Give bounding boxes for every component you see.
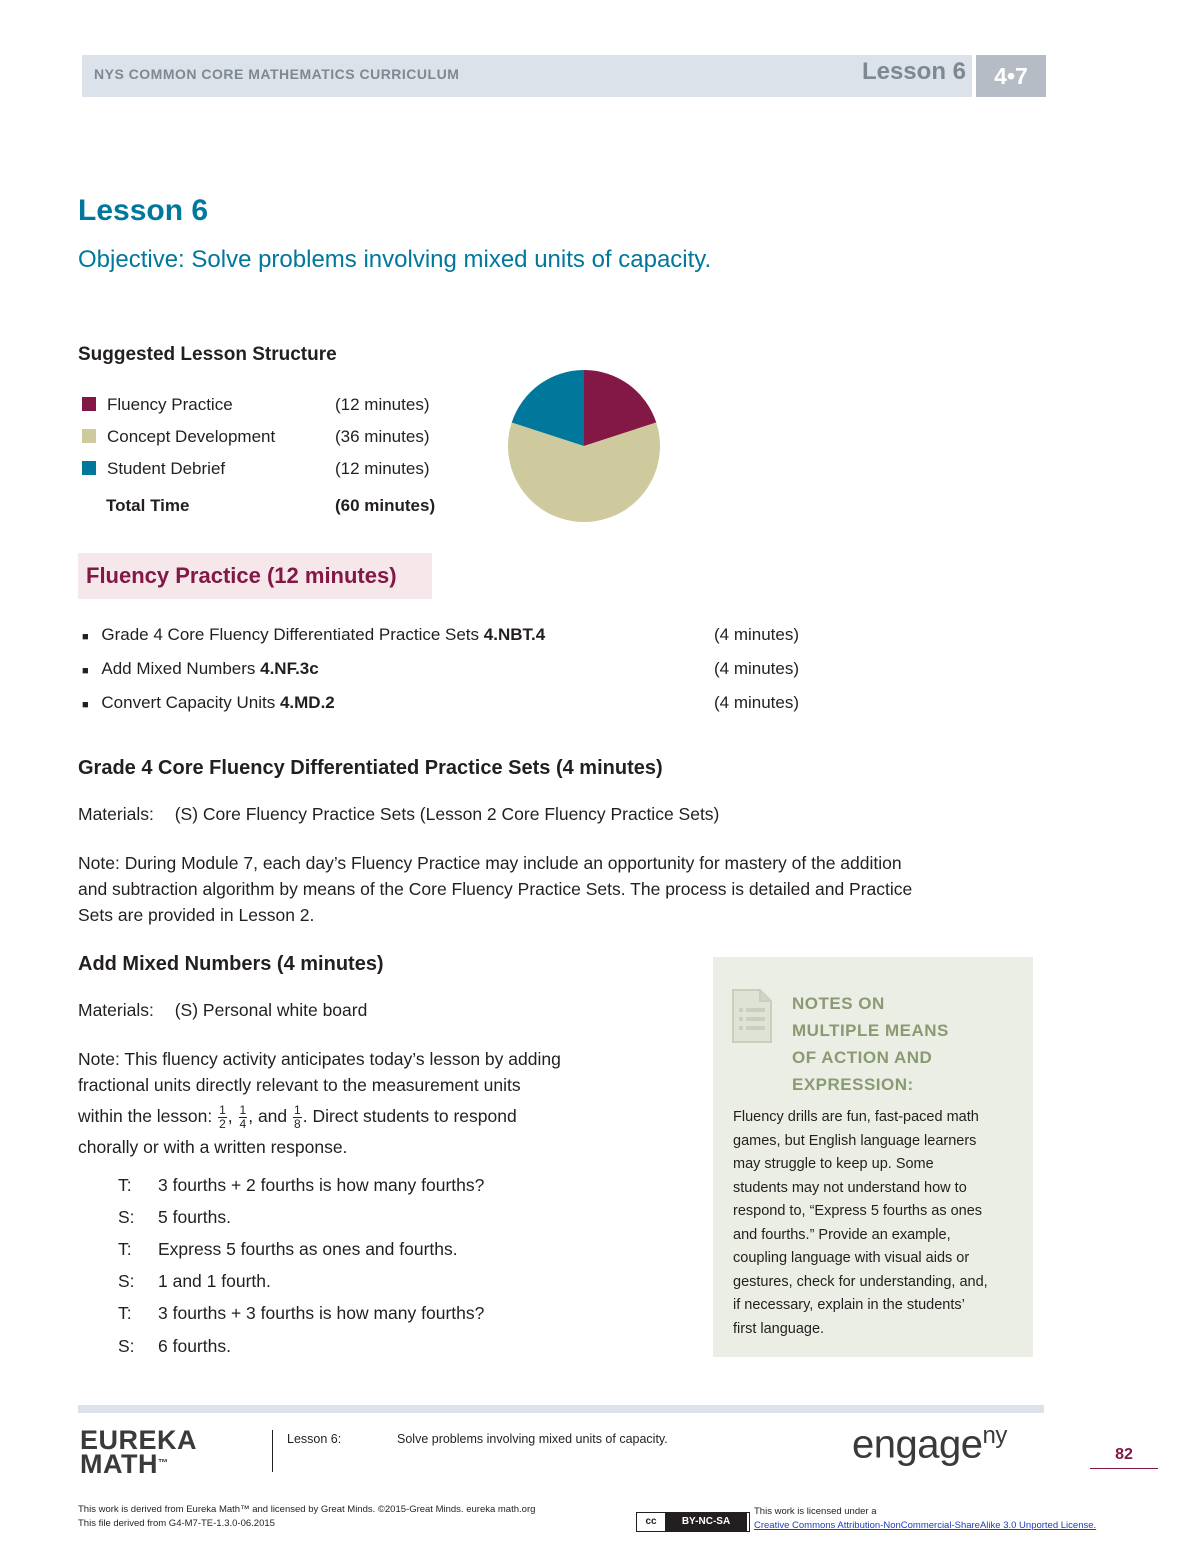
- speaker: S:: [118, 1207, 135, 1227]
- materials-label: Materials:: [78, 1000, 154, 1020]
- materials-text: (S) Personal white board: [174, 1000, 368, 1020]
- note-add-mixed: [78, 1046, 678, 1160]
- dialogue-text: 1 and 1 fourth.: [158, 1271, 271, 1291]
- swatch-debrief: [82, 461, 96, 475]
- fraction-sep: , and: [248, 1106, 293, 1126]
- materials-core-fluency: [78, 801, 719, 827]
- denominator: 4: [239, 1116, 247, 1131]
- note-text: within the lesson:: [78, 1106, 218, 1126]
- speaker: S:: [118, 1336, 135, 1356]
- cc-terms: BY-NC-SA: [665, 1513, 747, 1531]
- license-line: This work is licensed under a: [754, 1506, 877, 1517]
- bullet-time: (4 minutes): [714, 625, 800, 644]
- numerator: 1: [219, 1102, 226, 1117]
- bullet-marker-icon: ■: [82, 631, 89, 643]
- section-heading-add-mixed: Add Mixed Numbers (4 minutes): [78, 953, 384, 975]
- structure-total-time: (60 minutes): [335, 496, 436, 515]
- credit-line: This file derived from G4-M7-TE-1.3.0-06.2015: [78, 1518, 275, 1529]
- bullet-standard: 4.NBT.4: [483, 625, 546, 644]
- notes-line: games, but English language learners: [733, 1132, 977, 1149]
- note-line: fractional units directly relevant to the measurement units: [78, 1075, 521, 1095]
- swatch-concept: [82, 429, 96, 443]
- notes-title-line: EXPRESSION:: [792, 1075, 914, 1094]
- structure-time: (36 minutes): [335, 427, 430, 446]
- notes-title-line: OF ACTION AND: [792, 1048, 933, 1067]
- notes-line: students may not understand how to: [733, 1179, 967, 1196]
- section-heading-core-fluency: Grade 4 Core Fluency Differentiated Practice Sets (4 minutes): [78, 757, 663, 779]
- note-line: Sets are provided in Lesson 2.: [78, 905, 315, 925]
- swatch-fluency: [82, 397, 96, 411]
- note-line: and subtraction algorithm by means of the Core Fluency Practice Sets. The process is detailed and Practice: [78, 879, 913, 899]
- objective: Objective: Solve problems involving mixed units of capacity.: [78, 246, 712, 273]
- bullet-text: Convert Capacity Units: [101, 693, 280, 712]
- notes-title-line: MULTIPLE MEANS: [792, 1021, 949, 1040]
- fraction-eighth: [293, 1104, 302, 1131]
- lesson-structure-pie-chart: [504, 366, 664, 526]
- notes-line: coupling language with visual aids or: [733, 1250, 970, 1266]
- logo-line: EUREKA: [80, 1425, 198, 1455]
- notes-line: gestures, check for understanding, and,: [733, 1273, 988, 1290]
- bullet-text: Add Mixed Numbers: [101, 659, 261, 678]
- fraction-quarter: [239, 1104, 248, 1131]
- notes-title-line: NOTES ON: [792, 994, 885, 1013]
- dialogue-line: [118, 1271, 271, 1292]
- dialogue-text: 5 fourths.: [158, 1207, 231, 1227]
- eureka-math-logo: [80, 1425, 198, 1479]
- materials-label: Materials:: [78, 804, 154, 824]
- fluency-bullet: [82, 625, 545, 645]
- cc-icon: cc: [645, 1516, 657, 1527]
- engage-word: engage: [852, 1422, 983, 1467]
- dialogue-line: [118, 1239, 458, 1260]
- dialogue-text: 6 fourths.: [158, 1336, 231, 1356]
- notes-line: respond to, “Express 5 fourths as ones: [733, 1203, 983, 1219]
- notes-line: if necessary, explain in the students’: [733, 1297, 965, 1313]
- curriculum-title: NYS COMMON CORE MATHEMATICS CURRICULUM: [94, 66, 460, 82]
- fraction-sep: ,: [227, 1106, 238, 1126]
- speaker: T:: [118, 1175, 132, 1195]
- page-number-rule: [1090, 1468, 1158, 1469]
- trademark: ™: [157, 1458, 169, 1469]
- note-line: Note: During Module 7, each day’s Fluency Practice may include an opportunity for mastery of the addition: [78, 853, 902, 873]
- fluency-bullet: [82, 659, 319, 679]
- dialogue-line: [118, 1207, 231, 1228]
- bullet-standard: 4.NF.3c: [260, 659, 319, 678]
- engage-sup: ny: [982, 1422, 1007, 1449]
- credit-line: This work is derived from Eureka Math™ and licensed by Great Minds. ©2015-Great Minds. eureka math.org: [78, 1504, 536, 1515]
- bullet-time: (4 minutes): [714, 659, 800, 678]
- logo-word: MATH: [80, 1449, 158, 1479]
- materials-add-mixed: [78, 997, 367, 1023]
- speaker: S:: [118, 1271, 135, 1291]
- cc-license-badge[interactable]: [636, 1512, 750, 1532]
- logo-line: [80, 1449, 197, 1479]
- note-text: Direct students to respond: [307, 1106, 517, 1126]
- numerator: 1: [239, 1102, 247, 1117]
- structure-row-debrief: [82, 459, 430, 479]
- dialogue-line: [118, 1336, 231, 1357]
- dialogue-text: 3 fourths + 2 fourths is how many fourths?: [158, 1175, 485, 1195]
- structure-row-concept: [82, 427, 430, 447]
- notes-line: and fourths.” Provide an example,: [733, 1226, 951, 1243]
- denominator: 8: [294, 1116, 301, 1131]
- materials-text: (S) Core Fluency Practice Sets (Lesson 2 Core Fluency Practice Sets): [174, 804, 720, 824]
- dialogue-text: 3 fourths + 3 fourths is how many fourths?: [158, 1303, 485, 1323]
- structure-time: (12 minutes): [335, 395, 430, 414]
- notes-line: first language.: [733, 1320, 825, 1337]
- numerator: 1: [294, 1102, 301, 1117]
- structure-label: Student Debrief: [107, 459, 226, 478]
- speaker: T:: [118, 1303, 132, 1323]
- structure-time: (12 minutes): [335, 459, 430, 478]
- header-lesson: Lesson 6: [861, 58, 966, 85]
- notes-title: [792, 990, 992, 1098]
- notes-body: [733, 1106, 1023, 1341]
- notes-line: may struggle to keep up. Some: [733, 1156, 934, 1172]
- bullet-marker-icon: ■: [82, 699, 89, 711]
- dialogue-line: [118, 1175, 484, 1196]
- note-core-fluency: [78, 850, 1038, 928]
- page-number: 82: [1115, 1446, 1133, 1463]
- footer-divider: [272, 1430, 273, 1472]
- note-line: chorally or with a written response.: [78, 1137, 348, 1157]
- structure-row-fluency: [82, 395, 430, 415]
- footer-lesson-objective: Solve problems involving mixed units of capacity.: [397, 1432, 668, 1446]
- fraction-half: [218, 1104, 227, 1131]
- bullet-time: (4 minutes): [714, 693, 800, 712]
- page-title: Lesson 6: [78, 194, 209, 227]
- note-line: Note: This fluency activity anticipates today’s lesson by adding: [78, 1049, 561, 1069]
- bullet-marker-icon: ■: [82, 665, 89, 677]
- structure-total-label: Total Time: [106, 496, 190, 515]
- footer-rule: [78, 1405, 1044, 1413]
- fluency-bullet: [82, 693, 335, 713]
- header-module: 4•7: [976, 55, 1046, 97]
- dialogue-line: [118, 1303, 484, 1324]
- notes-line: Fluency drills are fun, fast-paced math: [733, 1109, 979, 1125]
- license-link[interactable]: Creative Commons Attribution-NonCommercial-ShareAlike 3.0 Unported License.: [754, 1520, 1097, 1531]
- note-line-fractions: [78, 1098, 678, 1134]
- speaker: T:: [118, 1239, 132, 1259]
- footer-lesson-label: Lesson 6:: [287, 1432, 342, 1446]
- structure-label: Fluency Practice: [107, 395, 233, 414]
- structure-label: Concept Development: [107, 427, 276, 446]
- denominator: 2: [219, 1116, 226, 1131]
- fluency-heading: Fluency Practice (12 minutes): [86, 563, 397, 588]
- dialogue-text: Express 5 fourths as ones and fourths.: [158, 1239, 458, 1259]
- bullet-standard: 4.MD.2: [279, 693, 335, 712]
- structure-heading: Suggested Lesson Structure: [78, 344, 337, 365]
- document-icon: [730, 988, 774, 1044]
- fraction-sep: .: [302, 1106, 308, 1126]
- engageny-logo: [852, 1422, 1007, 1467]
- bullet-text: Grade 4 Core Fluency Differentiated Practice Sets: [101, 625, 484, 644]
